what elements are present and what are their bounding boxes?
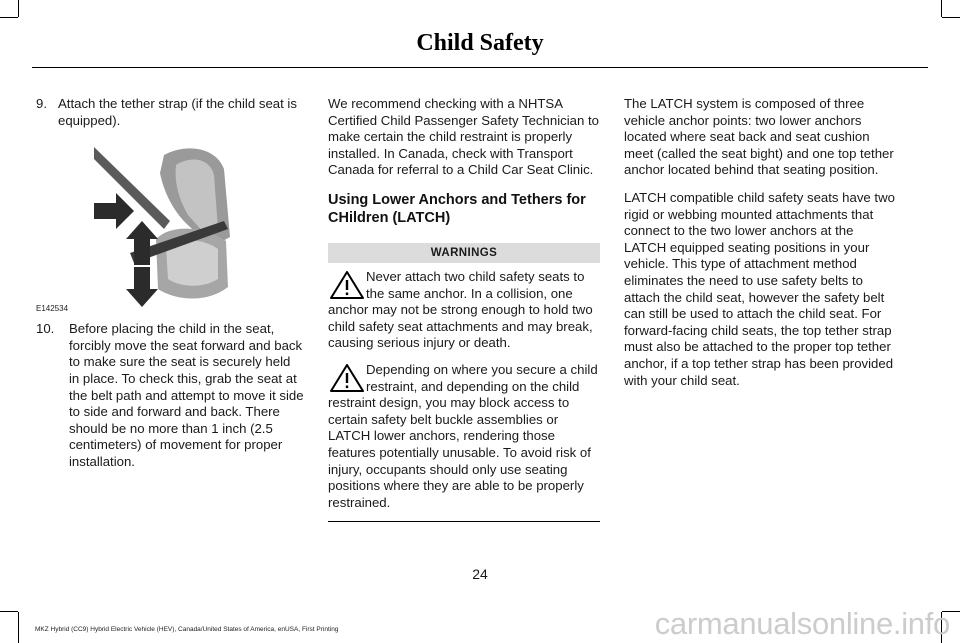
warning-triangle-icon	[328, 363, 366, 393]
crop-mark	[941, 0, 942, 17]
child-seat-illustration	[94, 143, 264, 311]
warning-text: Never attach two child safety seats to the same anchor. In a collision, one anchor may not be strong enough to hold two child safety seat attachments and may break, causing serious injury or death.	[328, 268, 593, 351]
column-middle	[328, 96, 600, 522]
crop-mark	[18, 612, 19, 643]
watermark: carmanualsonline.info	[654, 606, 950, 641]
step-number: 10.	[36, 321, 55, 337]
column-left	[36, 96, 304, 471]
page-number: 24	[472, 566, 488, 582]
step-9	[36, 96, 304, 129]
intro-paragraph: We recommend checking with a NHTSA Certified Child Passenger Safety Technician to make certain the child restraint is properly installed. In Canada, check with Transport Canada for referral to a Child Car Seat Clinic.	[328, 96, 599, 178]
crop-mark	[18, 0, 19, 17]
warnings-header: WARNINGS	[328, 243, 600, 263]
paragraph: The LATCH system is composed of three vehicle anchor points: two lower anchors located where seat back and seat cushion meet (called the seat bight) and one top tether anchor located behind that seating position.	[624, 96, 894, 178]
warning-triangle-icon	[328, 270, 366, 300]
down-arrow-icon	[126, 267, 158, 307]
crop-mark	[942, 17, 960, 18]
up-arrow-icon	[126, 221, 158, 265]
child-seat-figure	[36, 143, 304, 313]
section-heading: Using Lower Anchors and Tethers for CHildren (LATCH)	[328, 191, 586, 226]
warning-item	[328, 269, 600, 352]
warning-text: Depending on where you secure a child restraint, and depending on the child restraint design, you may block access to certain safety belt buckle assemblies or LATCH lower anchors, rendering those features potentially unusable. To avoid risk of injury, occupants should only use seating positions where they are able to be properly restrained.	[328, 361, 598, 510]
paragraph: LATCH compatible child safety seats have two rigid or webbing mounted attachments that connect to the two lower anchors at the LATCH equipped seating positions in your vehicle. This type of attachment method eliminates the need to use safety belts to attach the child seat, however the safety belt can still be used to attach the child seat. For forward-facing child seats, the top tether strap must also be attached to the proper top tether anchor, if a top tether strap has been provided with your child seat.	[624, 189, 895, 388]
step-text: Attach the tether strap (if the child seat is equipped).	[58, 96, 297, 128]
page-title: Child Safety	[416, 30, 544, 56]
push-arrow-icon	[94, 193, 134, 229]
seat-back-padding	[176, 160, 218, 233]
warning-item	[328, 362, 600, 511]
header-rule	[32, 67, 928, 68]
warnings-bottom-rule	[328, 521, 600, 522]
crop-mark	[0, 17, 18, 18]
step-text: Before placing the child in the seat, forcibly move the seat forward and back to make sure the seat is securely held in place. To check this, grab the seat at the belt path and attempt to move it side to side and forward and back. There should be no more than 1 inch (2.5 centimeters) of movement for proper installation.	[69, 321, 304, 469]
footer-text: MKZ Hybrid (CC9) Hybrid Electric Vehicle (HEV), Canada/United States of America, enUSA, First Printing	[35, 626, 339, 633]
column-right	[624, 96, 896, 400]
step-10	[36, 321, 304, 470]
crop-mark	[0, 611, 18, 612]
figure-code: E142534	[36, 304, 69, 314]
step-number: 9.	[36, 96, 47, 111]
